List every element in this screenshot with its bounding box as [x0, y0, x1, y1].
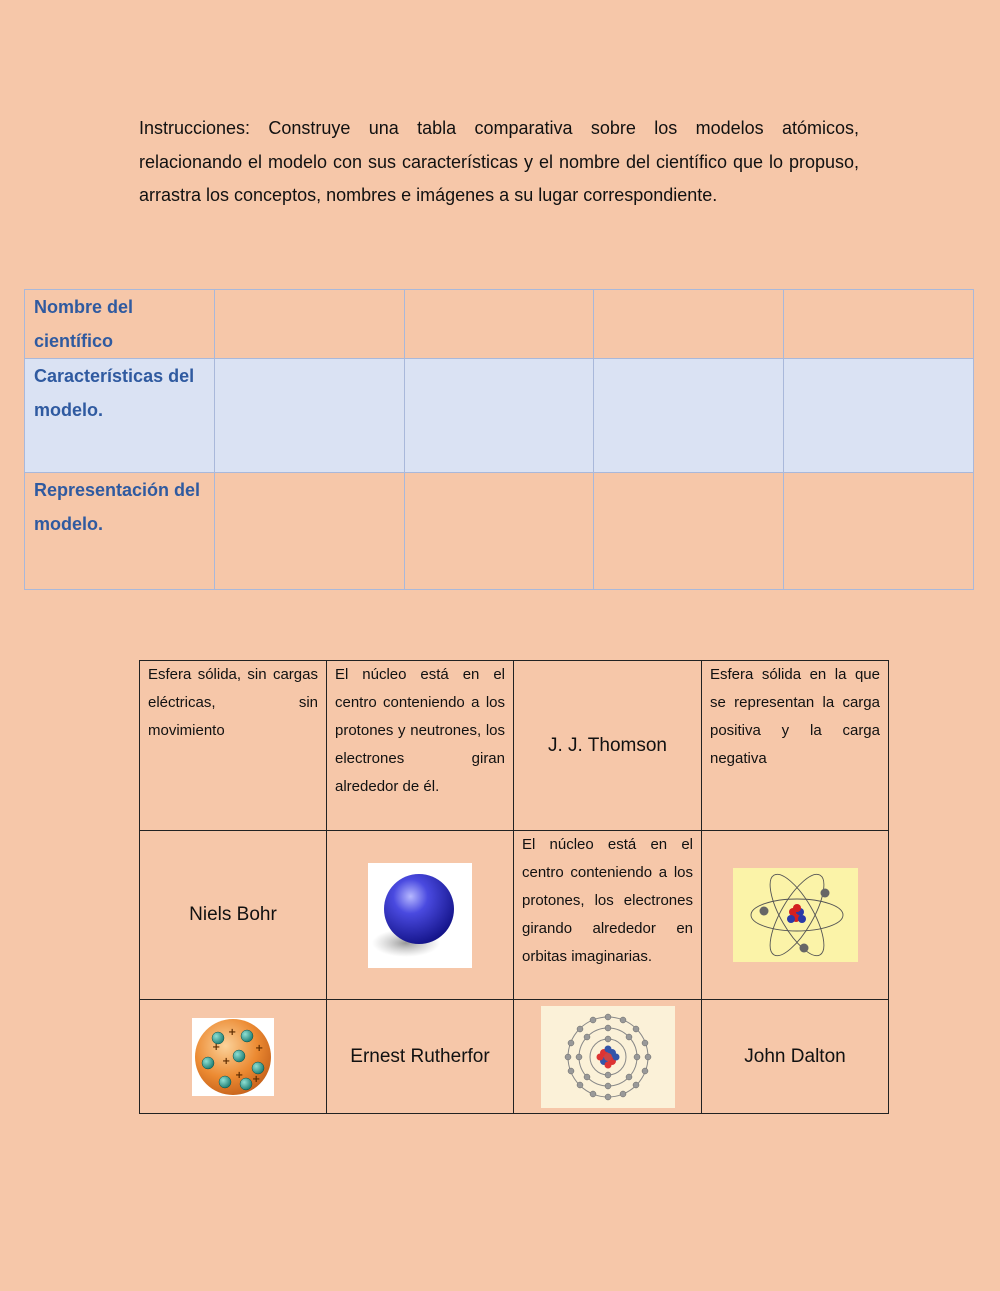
- drop-cell[interactable]: [594, 359, 784, 473]
- draggable-name[interactable]: John Dalton: [702, 1000, 889, 1114]
- drop-cell[interactable]: [784, 473, 974, 590]
- drop-cell[interactable]: [405, 290, 594, 359]
- draggable-image[interactable]: [327, 831, 514, 1000]
- drop-cell[interactable]: [784, 359, 974, 473]
- row-header-characteristics: Características del modelo.: [25, 359, 215, 473]
- drag-items-table: [139, 660, 889, 1114]
- drop-cell[interactable]: [594, 290, 784, 359]
- comparison-table: [24, 289, 974, 590]
- instructions-text: Instrucciones: Construye una tabla comparativa sobre los modelos atómicos, relacionando el modelo con sus características y el nombre del científico que lo propuso, arrastra los conceptos, nombres e imágenes a su lugar correspondiente.: [139, 118, 859, 205]
- solid-sphere-image: [368, 863, 472, 968]
- drop-cell[interactable]: [594, 473, 784, 590]
- drop-cell[interactable]: [405, 473, 594, 590]
- draggable-description[interactable]: Esfera sólida, sin cargas eléctricas, sin movimiento: [140, 661, 327, 831]
- svg-text:+: +: [222, 1055, 231, 1067]
- draggable-name[interactable]: Ernest Rutherfor: [327, 1000, 514, 1114]
- draggable-image[interactable]: [514, 1000, 702, 1114]
- draggable-image[interactable]: [140, 1000, 327, 1114]
- drop-cell[interactable]: [215, 290, 405, 359]
- row-header-representation: Representación del modelo.: [25, 473, 215, 590]
- svg-text:+: +: [212, 1041, 221, 1053]
- drop-cell[interactable]: [215, 473, 405, 590]
- drop-cell[interactable]: [405, 359, 594, 473]
- svg-text:+: +: [255, 1042, 264, 1054]
- draggable-name[interactable]: Niels Bohr: [140, 831, 327, 1000]
- bohr-atom-image: [541, 1006, 675, 1108]
- svg-text:+: +: [252, 1073, 261, 1085]
- draggable-description[interactable]: Esfera sólida en la que se representan la carga positiva y la carga negativa: [702, 661, 889, 831]
- drop-cell[interactable]: [215, 359, 405, 473]
- row-header-scientist: Nombre del científico: [25, 290, 215, 359]
- rutherford-atom-image: [733, 868, 858, 962]
- draggable-image[interactable]: [702, 831, 889, 1000]
- plum-pudding-image: [192, 1018, 274, 1096]
- draggable-description[interactable]: El núcleo está en el centro conteniendo a los protones y neutrones, los electrones giran alrededor de él.: [327, 661, 514, 831]
- draggable-description[interactable]: El núcleo está en el centro conteniendo a los protones, los electrones girando alrededor en orbitas imaginarias.: [514, 831, 702, 1000]
- svg-text:+: +: [228, 1026, 237, 1038]
- drop-cell[interactable]: [784, 290, 974, 359]
- svg-text:+: +: [235, 1069, 244, 1081]
- draggable-name[interactable]: J. J. Thomson: [514, 661, 702, 831]
